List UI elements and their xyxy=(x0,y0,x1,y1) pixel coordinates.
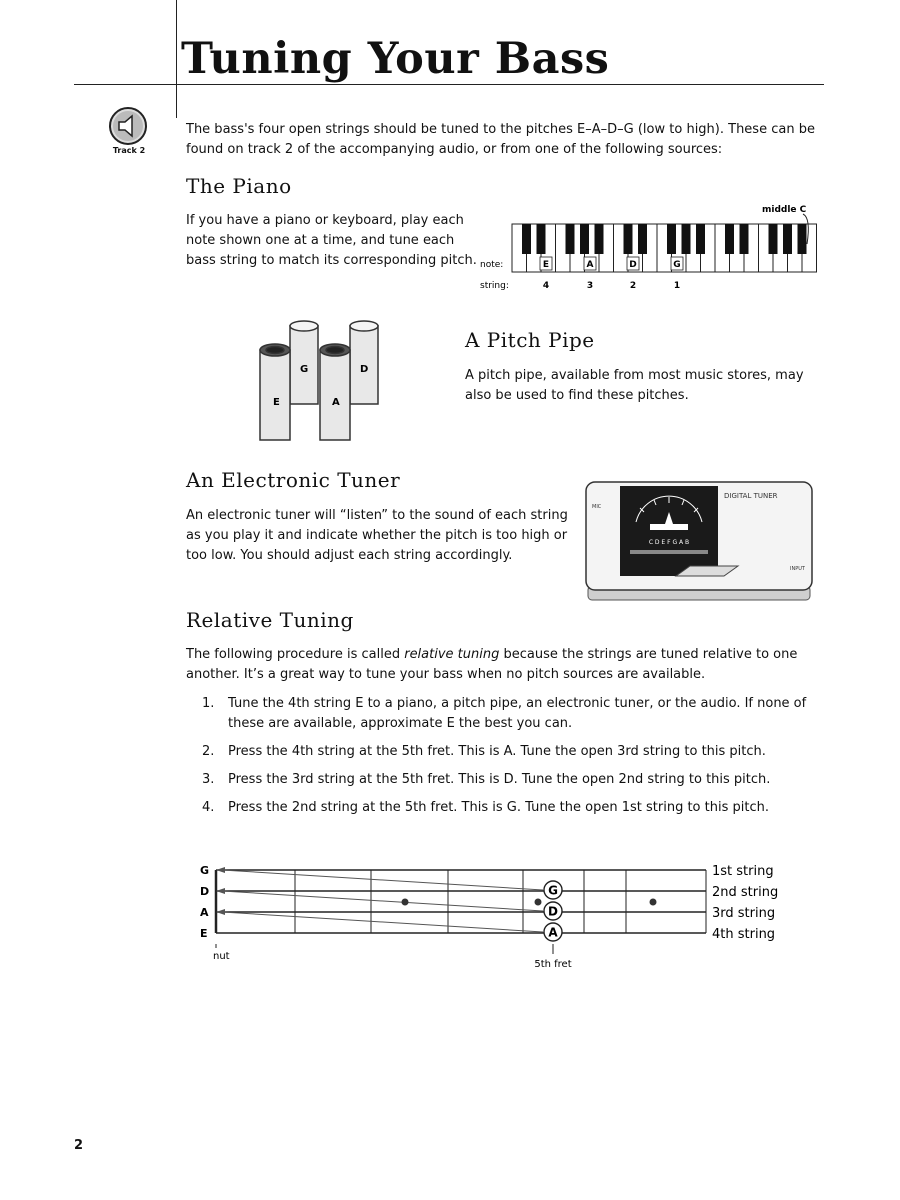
string-number-label: 3 xyxy=(586,281,594,291)
string-name-label: 1st string xyxy=(712,864,774,879)
black-key xyxy=(638,224,647,254)
intro-text: The bass's four open strings should be tuned to the pitches E–A–D–G (low to high). These can be found on track 2 of the accompanying audio, or from one of the following sources: xyxy=(186,122,815,157)
black-key xyxy=(595,224,604,254)
open-string-note: G xyxy=(200,864,210,877)
tuner-note-scale: C D E F G A B xyxy=(648,539,690,546)
piano-heading: The Piano xyxy=(186,174,292,198)
black-key xyxy=(740,224,749,254)
speaker-icon xyxy=(108,106,148,146)
piano-keys xyxy=(512,224,817,272)
step-item: 2. Press the 4th string at the 5th fret. This is A. Tune the open 3rd string to this pitch. xyxy=(202,744,766,759)
open-string-note: D xyxy=(200,885,210,898)
black-key xyxy=(769,224,778,254)
fretted-note-label: G xyxy=(548,883,558,898)
string-number-label: 4 xyxy=(542,281,550,291)
open-string-note: A xyxy=(200,906,209,919)
string-name-label: 4th string xyxy=(712,927,776,942)
relative-term: relative tuning xyxy=(404,647,500,662)
pitch-pipe-text: A pitch pipe, available from most music stores, may also be used to find these pitches. xyxy=(465,368,804,403)
fret-label: 5th fret xyxy=(534,959,572,970)
fret-marker-dot xyxy=(535,899,542,906)
pitch-pipe-illustration xyxy=(246,314,396,442)
middle-c-label: middle C xyxy=(762,205,807,215)
tuner-input-label: INPUT xyxy=(790,566,805,572)
pipe-label-d: D xyxy=(360,364,369,375)
relative-intro: The following procedure is called relative tuning because the strings are tuned relative to one another. It’s a great way to tune your bass when no pitch sources are available. xyxy=(186,647,798,682)
black-key xyxy=(566,224,575,254)
black-key xyxy=(537,224,546,254)
page-number: 2 xyxy=(74,1138,84,1153)
black-key xyxy=(783,224,792,254)
black-key xyxy=(667,224,676,254)
electronic-tuner-illustration xyxy=(584,478,816,606)
fret-marker-dot xyxy=(402,899,409,906)
pitch-pipe-heading: A Pitch Pipe xyxy=(465,328,595,352)
piano-keyboard-diagram xyxy=(478,196,838,296)
fretboard-diagram xyxy=(196,856,816,976)
margin-rule-vertical xyxy=(176,0,177,118)
pipe-label-g: G xyxy=(300,364,309,375)
step-item: 1. Tune the 4th string E to a piano, a pitch pipe, an electronic tuner, or the audio. If none of these are available, approximate E the best you can. xyxy=(202,696,807,731)
black-key xyxy=(725,224,734,254)
track-label: Track 2 xyxy=(112,146,146,155)
nut-label: nut xyxy=(213,951,230,962)
string-name-label: 3rd string xyxy=(712,906,776,921)
title-rule xyxy=(74,84,824,85)
note-label: A xyxy=(586,260,594,270)
fret-marker-dot xyxy=(650,899,657,906)
arrow-head xyxy=(216,867,225,873)
string-row-label: string: xyxy=(480,281,509,291)
string-number-label: 2 xyxy=(629,281,637,291)
step-item: 3. Press the 3rd string at the 5th fret. This is D. Tune the open 2nd string to this pitch. xyxy=(202,772,771,787)
tuner-mic-label: MIC xyxy=(592,504,602,510)
note-label: E xyxy=(542,260,550,270)
pipe-label-a: A xyxy=(332,397,340,408)
black-key xyxy=(580,224,589,254)
tuner-device-label: DIGITAL TUNER xyxy=(724,492,778,500)
relation-line xyxy=(222,891,543,911)
string-number-label: 1 xyxy=(673,281,681,291)
relative-heading: Relative Tuning xyxy=(186,608,354,632)
fretted-note-label: D xyxy=(548,904,558,919)
tuner-heading: An Electronic Tuner xyxy=(186,468,401,492)
note-row-label: note: xyxy=(480,260,504,270)
tuning-steps xyxy=(202,694,822,826)
step-item: 4. Press the 2nd string at the 5th fret. This is G. Tune the open 1st string to this pitch. xyxy=(202,800,769,815)
note-label: G xyxy=(673,260,681,270)
black-key xyxy=(682,224,691,254)
relation-line xyxy=(222,912,543,932)
pipe-label-e: E xyxy=(273,397,280,408)
tuner-text: An electronic tuner will “listen” to the sound of each string as you play it and indicate whether the pitch is too high or too low. You should adjust each string accordingly. xyxy=(186,508,568,563)
black-key xyxy=(798,224,807,254)
arrow-head xyxy=(216,888,225,894)
arrow-head xyxy=(216,909,225,915)
black-key xyxy=(696,224,705,254)
black-key xyxy=(522,224,531,254)
fretted-note-label: A xyxy=(548,925,558,940)
relation-line xyxy=(222,870,543,890)
note-label: D xyxy=(629,260,637,270)
open-string-note: E xyxy=(200,927,208,940)
black-key xyxy=(624,224,633,254)
piano-text: If you have a piano or keyboard, play each note shown one at a time, and tune each bass string to match its corresponding pitch. xyxy=(186,213,477,268)
page-title: Tuning Your Bass xyxy=(181,34,610,84)
string-name-label: 2nd string xyxy=(712,885,779,900)
